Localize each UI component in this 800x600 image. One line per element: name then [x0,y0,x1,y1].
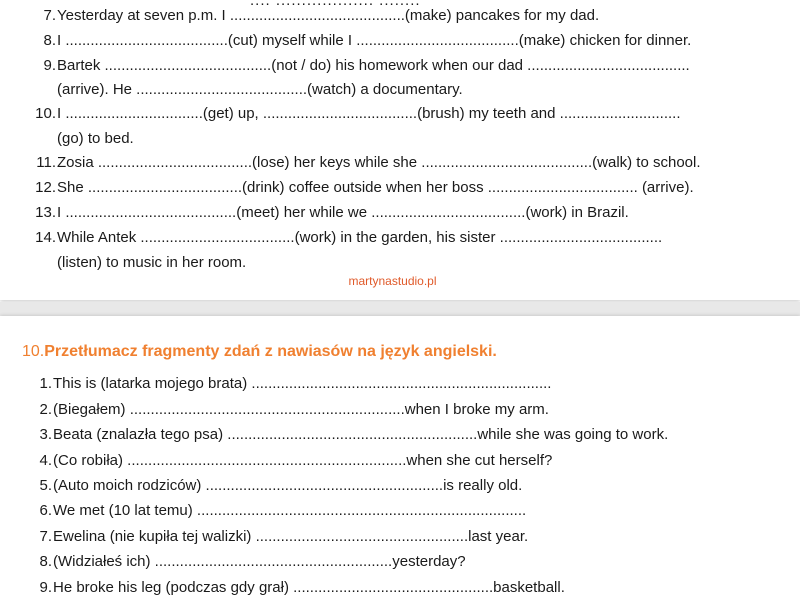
site-watermark: martynastudio.pl [348,274,437,288]
item-number: 14. [35,229,56,246]
exercise-item-11 [0,153,800,173]
item-number: 9. [39,579,52,596]
item-number: 10. [35,105,56,122]
item-number: 4. [39,452,52,469]
item-text: (Biegałem) ..................................................................when I broke my arm. [53,401,549,418]
item-number: 5. [39,477,52,494]
exercise-item-13 [0,203,800,223]
exercise-item-14 [0,228,800,248]
translation-item-2 [0,400,800,420]
item-number: 7. [43,7,56,24]
item-text: Bartek ........................................(not / do) his homework when our dad ....................................... [57,57,690,74]
exercise-item-8 [0,31,800,51]
item-text: (go) to bed. [57,130,134,147]
exercise-item-12 [0,178,800,198]
translation-item-8 [0,552,800,572]
translation-item-3 [0,425,800,445]
item-text: Ewelina (nie kupiła tej walizki) ...................................................last year. [53,528,529,545]
exercise-item-14-continued [0,253,800,273]
item-number: 3. [39,426,52,443]
item-number: 13. [35,204,56,221]
item-text: We met (10 lat temu) ............................................................................... [53,502,527,519]
translation-item-1 [0,374,800,394]
item-text: (Widziałeś ich) .........................................................yesterday? [53,553,466,570]
translation-item-6 [0,501,800,521]
item-number: 9. [43,57,56,74]
translation-item-9 [0,578,800,598]
exercise-item-7 [0,6,800,26]
item-number: 7. [39,528,52,545]
page-gap [0,302,800,316]
item-number: 6. [39,502,52,519]
item-text: She .....................................(drink) coffee outside when her boss .................................... (arrive). [57,179,694,196]
exercise-item-10 [0,104,800,124]
translation-item-5 [0,476,800,496]
translation-item-7 [0,527,800,547]
exercise-item-9 [0,56,800,76]
translation-item-4 [0,451,800,471]
item-text: He broke his leg (podczas gdy grał) ................................................basketball. [53,579,565,596]
item-number: 1. [39,375,52,392]
item-number: 11. [36,154,56,171]
item-text: (listen) to music in her room. [57,254,247,271]
item-number: 8. [43,32,56,49]
exercise-item-9-continued [0,80,800,100]
item-text: (arrive). He .........................................(watch) a documentary. [57,81,463,98]
exercise-instruction: Przetłumacz fragmenty zdań z nawiasów na język angielski. [44,343,497,360]
item-text: I .................................(get) up, .....................................(brush) my teeth and ............................. [57,105,681,122]
exercise-number: 10. [22,343,45,360]
item-text: Beata (znalazła tego psa) ............................................................while she was going to work. [53,426,669,443]
item-text: Zosia .....................................(lose) her keys while she .........................................(walk) to school. [57,154,701,171]
item-text: I .......................................(cut) myself while I .......................................(make) chicken for dinner. [57,32,692,49]
item-number: 2. [39,401,52,418]
item-number: 12. [35,179,56,196]
exercise-heading [22,343,497,361]
cut-off-previous-line: .... ................... ........ [250,0,421,9]
item-number: 8. [39,553,52,570]
item-text: This is (latarka mojego brata) ........................................................................ [53,375,552,392]
exercise-item-10-continued [0,129,800,149]
item-text: While Antek .....................................(work) in the garden, his sister ....................................... [57,229,663,246]
item-text: I .........................................(meet) her while we .....................................(work) in Brazil. [57,204,629,221]
item-text: (Auto moich rodziców) .........................................................is really old. [53,477,523,494]
item-text: (Co robiła) ...................................................................when she cut herself? [53,452,553,469]
item-text: Yesterday at seven p.m. I ..........................................(make) pancakes for my dad. [57,7,600,24]
